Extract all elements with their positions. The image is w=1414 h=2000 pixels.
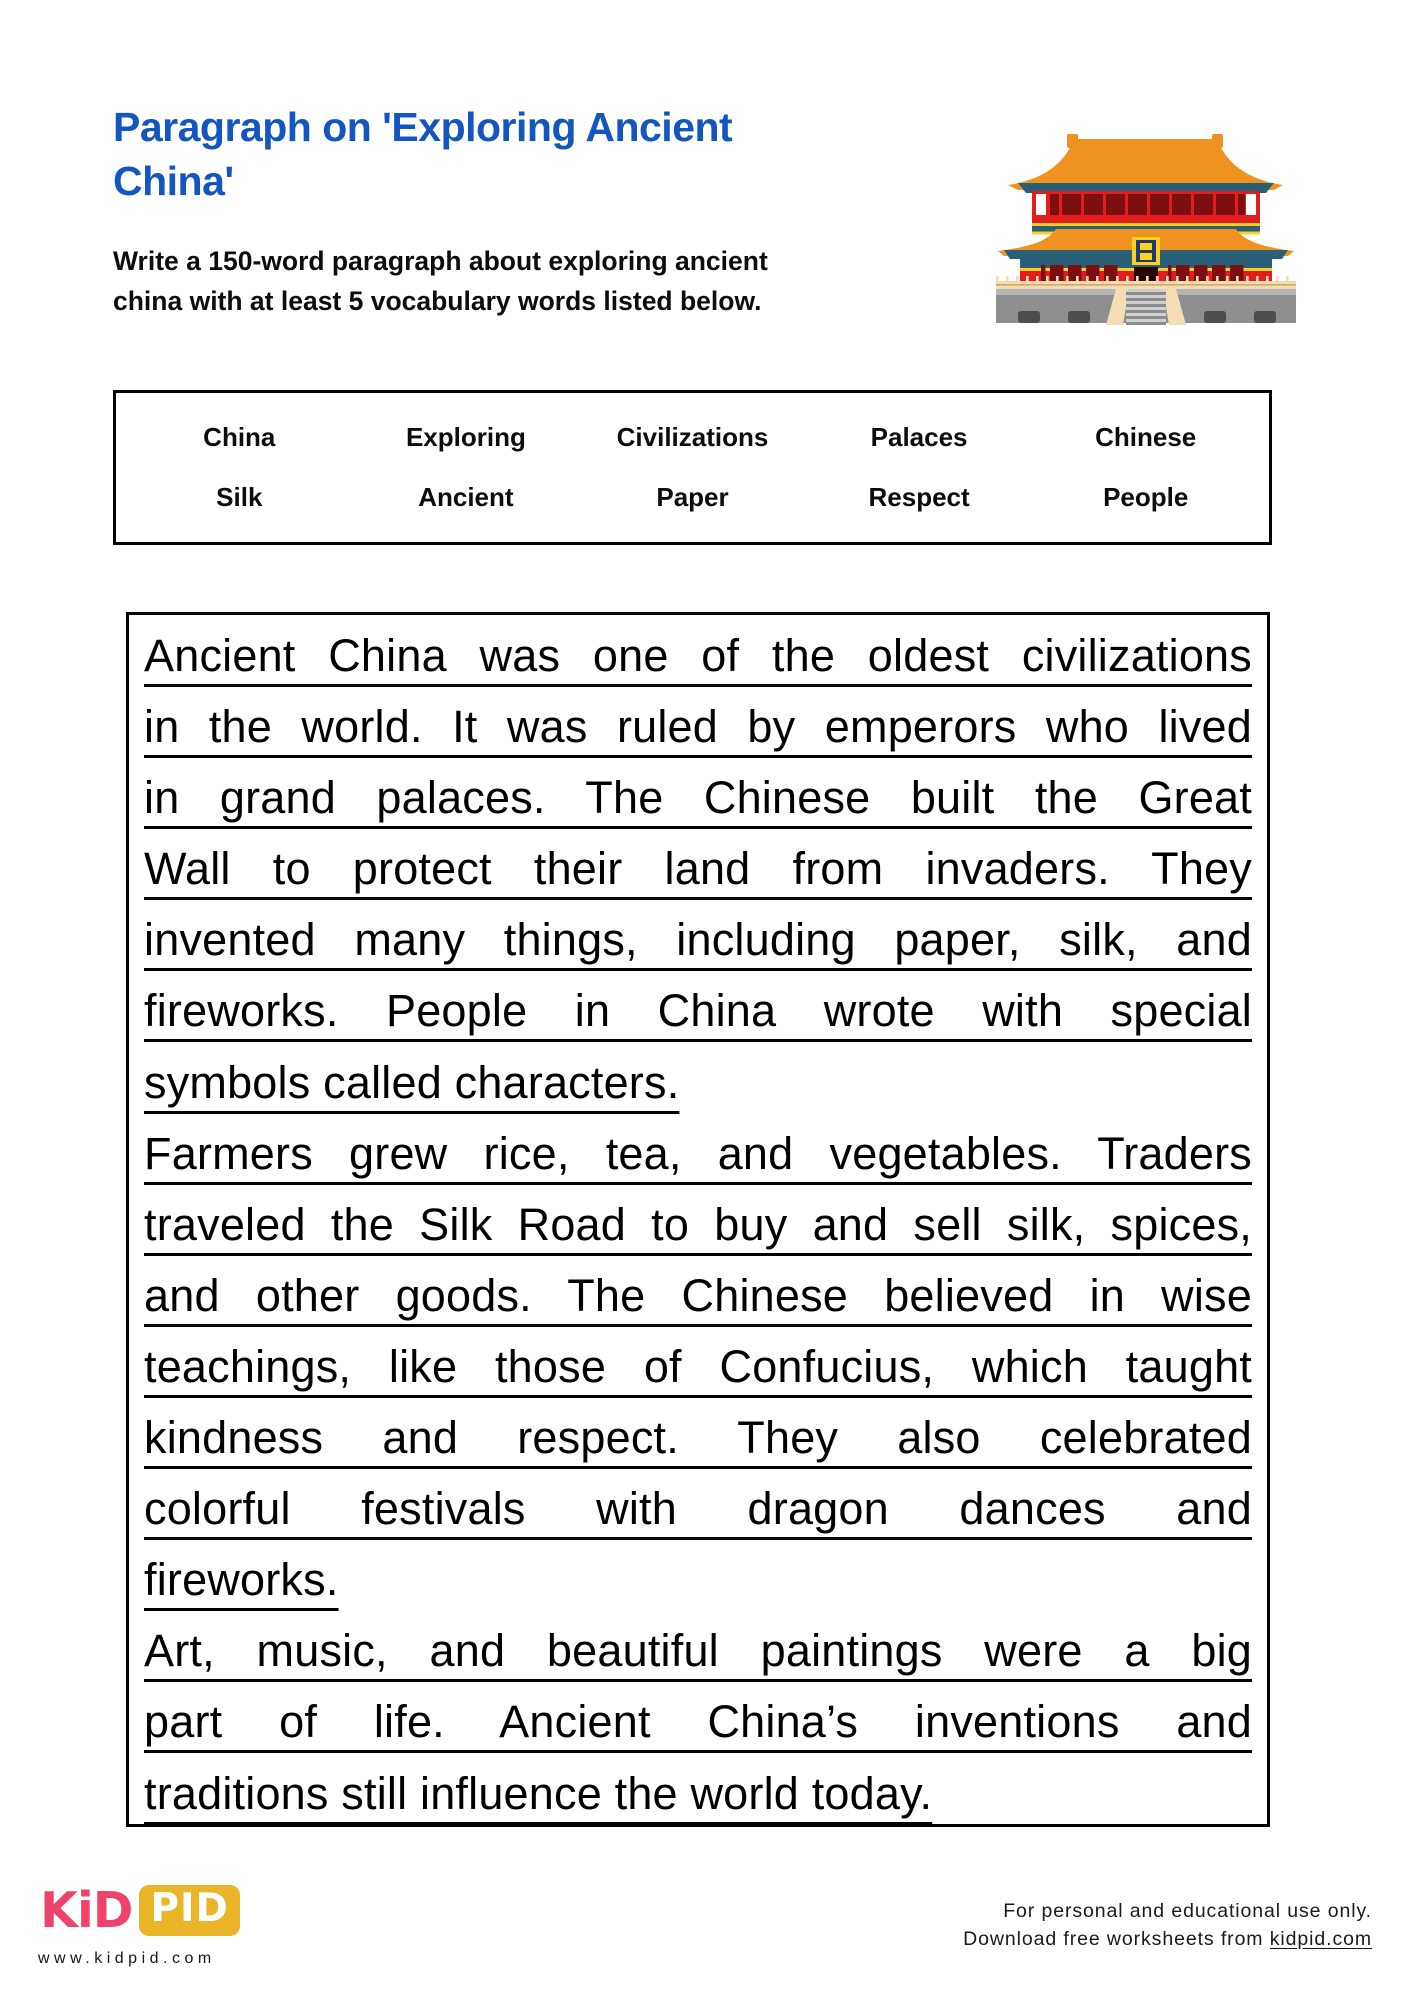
vocab-word: Respect (868, 482, 970, 513)
vocab-word: Chinese (1095, 421, 1197, 452)
download-note: Download free worksheets from kidpid.com (963, 1927, 1372, 1950)
essay-line: and other goods. The Chinese believed in wise (144, 1269, 1252, 1321)
vocabulary-box (113, 390, 1272, 545)
chinese-palace-illustration (996, 132, 1296, 332)
vocab-word: Paper (656, 482, 729, 513)
vocab-word: Civilizations (616, 421, 769, 452)
vocab-word: Silk (216, 482, 263, 513)
essay-line: in the world. It was ruled by emperors who lived (144, 701, 1252, 753)
essay-line: part of life. Ancient China’s inventions and (144, 1696, 1252, 1748)
kidpid-logo (40, 1882, 240, 1939)
essay-line: Wall to protect their land from invaders. They (144, 843, 1252, 895)
essay-line: traditions still influence the world today. (144, 1767, 933, 1819)
essay-line: symbols called characters. (144, 1056, 680, 1108)
footer-note (963, 1898, 1372, 1953)
website-url: www.kidpid.com (38, 1950, 216, 1967)
vocab-word: Ancient (418, 482, 514, 513)
instruction-text: Write a 150-word paragraph about exploring ancient china with at least 5 vocabulary words listed below. (113, 246, 768, 316)
logo-kid-text: KiD (40, 1882, 133, 1939)
essay-line: Farmers grew rice, tea, and vegetables. Traders (144, 1127, 1252, 1179)
vocab-word: China (203, 421, 276, 452)
vocab-word: Exploring (405, 421, 526, 452)
essay-line: colorful festivals with dragon dances and (144, 1483, 1252, 1535)
essay-line: invented many things, including paper, silk, and (144, 914, 1252, 966)
page-title: Paragraph on 'Exploring Ancient China' (113, 104, 733, 205)
essay-line: traveled the Silk Road to buy and sell silk, spices, (144, 1198, 1252, 1250)
vocab-word: Palaces (870, 421, 968, 452)
essay-line: Art, music, and beautiful paintings were a big (144, 1625, 1252, 1677)
essay-line: fireworks. (144, 1554, 339, 1606)
essay-line: teachings, like those of Confucius, which taught (144, 1340, 1252, 1392)
essay-line: in grand palaces. The Chinese built the Great (144, 772, 1252, 824)
essay-line: Ancient China was one of the oldest civilizations (144, 630, 1252, 681)
vocab-word: People (1103, 482, 1189, 513)
essay-line: kindness and respect. They also celebrated (144, 1412, 1252, 1464)
usage-note: For personal and educational use only. (1003, 1900, 1372, 1922)
essay-line: fireworks. People in China wrote with special (144, 985, 1252, 1037)
kidpid-link[interactable]: kidpid.com (1269, 1927, 1372, 1950)
essay-box (126, 612, 1270, 1827)
logo-pid-badge: PID (139, 1885, 239, 1936)
